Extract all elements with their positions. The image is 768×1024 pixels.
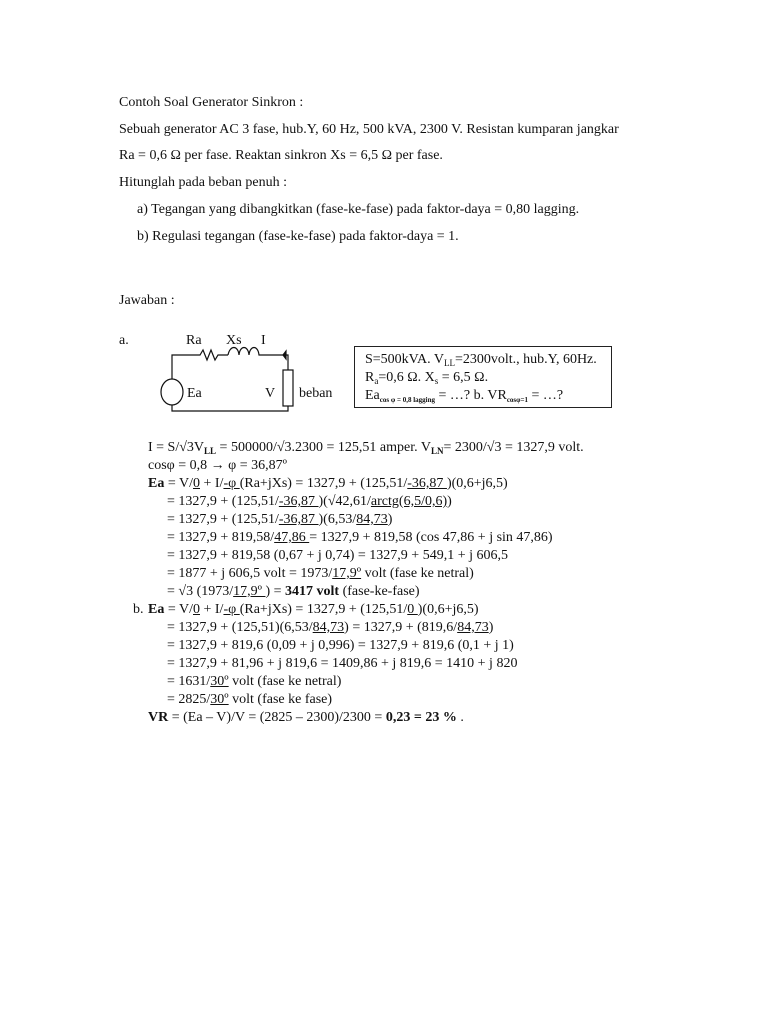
- calc-a-line-5: = 1327,9 + (125,51/-36,87 )(6,53/84,73): [167, 512, 393, 527]
- calc-a-line-3: Ea = V/0 + I/-φ (Ra+jXs) = 1327,9 + (125,51/-36,87 )(0,6+j6,5): [148, 476, 508, 491]
- given-line-3: $Ea_{cos \varphi = 0,8 lagging}$ = …? b. $VR_{cos\varphi=1}$ = …?: [365, 388, 564, 404]
- label-ea: Ea: [187, 386, 202, 401]
- resistor-ra: [172, 350, 228, 379]
- calc-a-line-8: = 1877 + j 606,5 volt = 1973/17,9º volt (fase ke netral): [167, 566, 474, 581]
- given-data-box: [354, 346, 612, 408]
- part-a-label: a.: [119, 333, 129, 348]
- generator-source: [161, 379, 183, 405]
- current-arrow: [283, 351, 286, 359]
- problem-title: Contoh Soal Generator Sinkron :: [119, 95, 304, 110]
- label-ra: Ra: [186, 333, 202, 348]
- given-line-2: $R_a=0,6$ Ω. $X_s = 6,5$ Ω.: [365, 370, 489, 386]
- calc-a-line-1: $I = S/√3V_{LL} = 500000/√3.2300 = 125,51$ amper. $V_{LN}= 2300/√3 = 1327,9$ volt.: [148, 440, 584, 456]
- calc-a-line-2: cosφ = 0,8 → φ = 36,87º: [148, 458, 287, 473]
- calc-b-line-6: = 2825/30º volt (fase ke fase): [167, 692, 333, 707]
- label-i: I: [261, 333, 266, 348]
- part-b-label: b.: [133, 602, 144, 617]
- voltage-regulation-result: VR = (Ea – V)/V = (2825 – 2300)/2300 = 0,23 = 23 % .: [148, 710, 464, 725]
- calc-a-line-6: = 1327,9 + 819,58/47,86 = 1327,9 + 819,58 (cos 47,86 + j sin 47,86): [167, 530, 553, 545]
- load-resistor: [283, 370, 293, 406]
- problem-line-3: Hitunglah pada beban penuh :: [119, 175, 287, 190]
- problem-line-2: Ra = 0,6 Ω per fase. Reaktan sinkron Xs = 6,5 Ω per fase.: [119, 148, 443, 163]
- calc-b-line-1: Ea = V/0 + I/-φ (Ra+jXs) = 1327,9 + (125,51/0 )(0,6+j6,5): [148, 602, 479, 617]
- equivalent-circuit-diagram: [150, 335, 350, 415]
- question-a: a) Tegangan yang dibangkitkan (fase-ke-fase) pada faktor-daya = 0,80 lagging.: [137, 202, 580, 217]
- calc-a-line-7: = 1327,9 + 819,58 (0,67 + j 0,74) = 1327,9 + 549,1 + j 606,5: [167, 548, 508, 563]
- calc-b-line-2: = 1327,9 + (125,51)(6,53/84,73) = 1327,9 + (819,6/84,73): [167, 620, 494, 635]
- label-xs: Xs: [226, 333, 242, 348]
- calc-b-line-5: = 1631/30º volt (fase ke netral): [167, 674, 342, 689]
- label-load: beban: [299, 386, 333, 401]
- question-b: b) Regulasi tegangan (fase-ke-fase) pada faktor-daya = 1.: [137, 229, 459, 244]
- calc-b-line-3: = 1327,9 + 819,6 (0,09 + j 0,996) = 1327,9 + 819,6 (0,1 + j 1): [167, 638, 514, 653]
- given-line-1: S=500kVA. $V_{LL}=2300volt$., hub.Y, 60Hz.: [365, 352, 597, 368]
- calc-a-line-4: = 1327,9 + (125,51/-36,87 )(√42,61/arctg(6,5/0,6)): [167, 494, 452, 509]
- problem-line-1: Sebuah generator AC 3 fase, hub.Y, 60 Hz, 500 kVA, 2300 V. Resistan kumparan jangkar: [119, 122, 619, 137]
- calc-a-line-9: = √3 (1973/17,9º ) = 3417 volt (fase-ke-fase): [167, 584, 420, 599]
- answer-heading: Jawaban :: [119, 293, 175, 308]
- calc-b-line-4: = 1327,9 + 81,96 + j 819,6 = 1409,86 + j 819,6 = 1410 + j 820: [167, 656, 518, 671]
- label-v: V: [265, 386, 276, 401]
